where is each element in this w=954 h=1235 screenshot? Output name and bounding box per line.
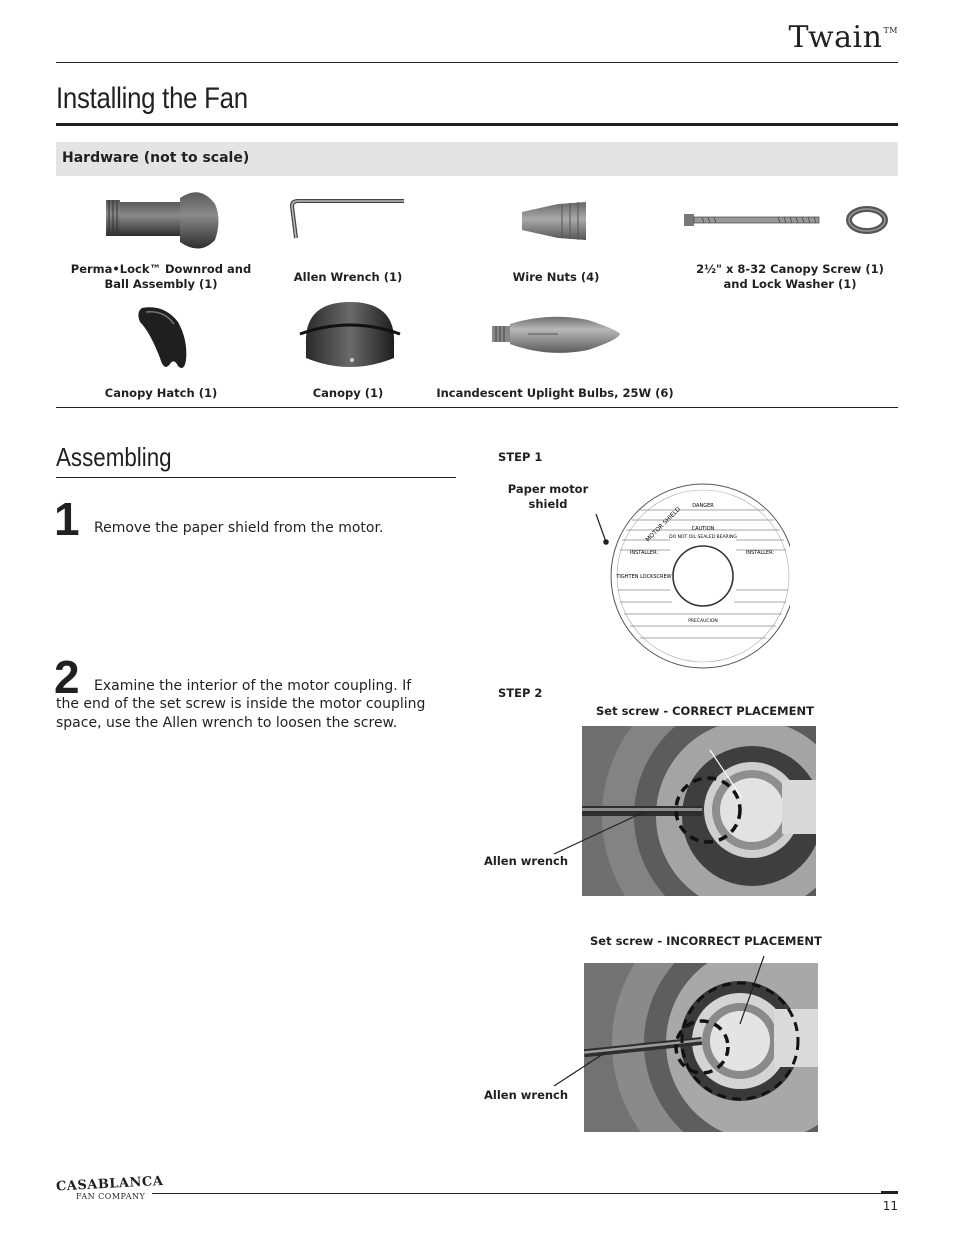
shield-precaucion-text: PRECAUCION xyxy=(688,619,718,624)
incorrect-screw-leader xyxy=(730,952,780,1032)
allen-wrench-image xyxy=(286,196,408,244)
downrod-caption: Perma•Lock™ Downrod and Ball Assembly (1) xyxy=(70,262,252,291)
brand-name: Twain™ xyxy=(788,20,898,55)
correct-wrench-leader xyxy=(548,780,658,860)
assembling-title: Assembling xyxy=(56,442,172,472)
step-2-text-line3: space, use the Allen wrench to loosen the screw. xyxy=(56,715,398,731)
step-2-text-line2: the end of the set screw is inside the motor coupling xyxy=(56,696,426,712)
allen-wrench-caption: Allen Wrench (1) xyxy=(293,270,403,284)
shield-motor-shield-text: MOTOR SHIELD xyxy=(644,505,683,544)
step-2-number: 2 xyxy=(54,651,80,703)
canopy-screw-caption: 2½" x 8-32 Canopy Screw (1) and Lock Washer (1) xyxy=(696,262,884,291)
incorrect-placement-photo xyxy=(584,963,818,1132)
paper-motor-shield-figure xyxy=(560,480,790,675)
shield-no-oil-text: DO NOT OIL SEALED BEARING xyxy=(669,535,737,540)
header-rule xyxy=(56,62,898,63)
page-number: 11 xyxy=(882,1199,898,1213)
step-2-text-line1: Examine the interior of the motor coupling. If xyxy=(94,678,412,694)
bulb-image xyxy=(488,312,624,358)
shield-installer-right: INSTALLER: xyxy=(745,550,775,556)
correct-allen-wrench-label: Allen wrench xyxy=(484,854,569,868)
canopy-hatch-image xyxy=(134,302,196,376)
correct-placement-caption: Set screw - CORRECT PLACEMENT xyxy=(596,704,814,718)
step-1-label: STEP 1 xyxy=(498,450,543,464)
page-title: Installing the Fan xyxy=(56,82,248,115)
assembling-rule xyxy=(56,477,456,478)
downrod-image xyxy=(100,184,225,256)
wire-nut-image xyxy=(518,200,590,242)
casablanca-logo: CASABLANCA FAN COMPANY xyxy=(55,1173,164,1201)
shield-caution-text: CAUTION xyxy=(691,526,715,532)
shield-installer-left: INSTALLER: xyxy=(629,550,659,556)
incorrect-placement-caption: Set screw - INCORRECT PLACEMENT xyxy=(590,934,822,948)
page-tab-mark xyxy=(881,1191,898,1194)
canopy-caption: Canopy (1) xyxy=(312,386,384,400)
paper-shield-callout: Paper motor shield xyxy=(507,482,589,511)
bulbs-caption: Incandescent Uplight Bulbs, 25W (6) xyxy=(436,386,674,400)
wire-nuts-caption: Wire Nuts (4) xyxy=(512,270,600,284)
footer-rule xyxy=(152,1193,898,1194)
title-rule xyxy=(56,123,898,126)
canopy-screw-image xyxy=(682,206,892,236)
incorrect-allen-wrench-label: Allen wrench xyxy=(484,1088,569,1102)
correct-screw-leader xyxy=(700,740,750,810)
hardware-bottom-rule xyxy=(56,407,898,408)
shield-tighten-text: TIGHTEN LOCKSCREW xyxy=(616,574,672,580)
hardware-title: Hardware (not to scale) xyxy=(62,150,250,166)
step-1-number: 1 xyxy=(54,493,80,545)
step-2-label: STEP 2 xyxy=(498,686,543,700)
step-1-text: Remove the paper shield from the motor. xyxy=(94,520,384,536)
canopy-hatch-caption: Canopy Hatch (1) xyxy=(104,386,218,400)
shield-danger-text: DANGER xyxy=(692,503,714,509)
canopy-image xyxy=(296,298,404,376)
